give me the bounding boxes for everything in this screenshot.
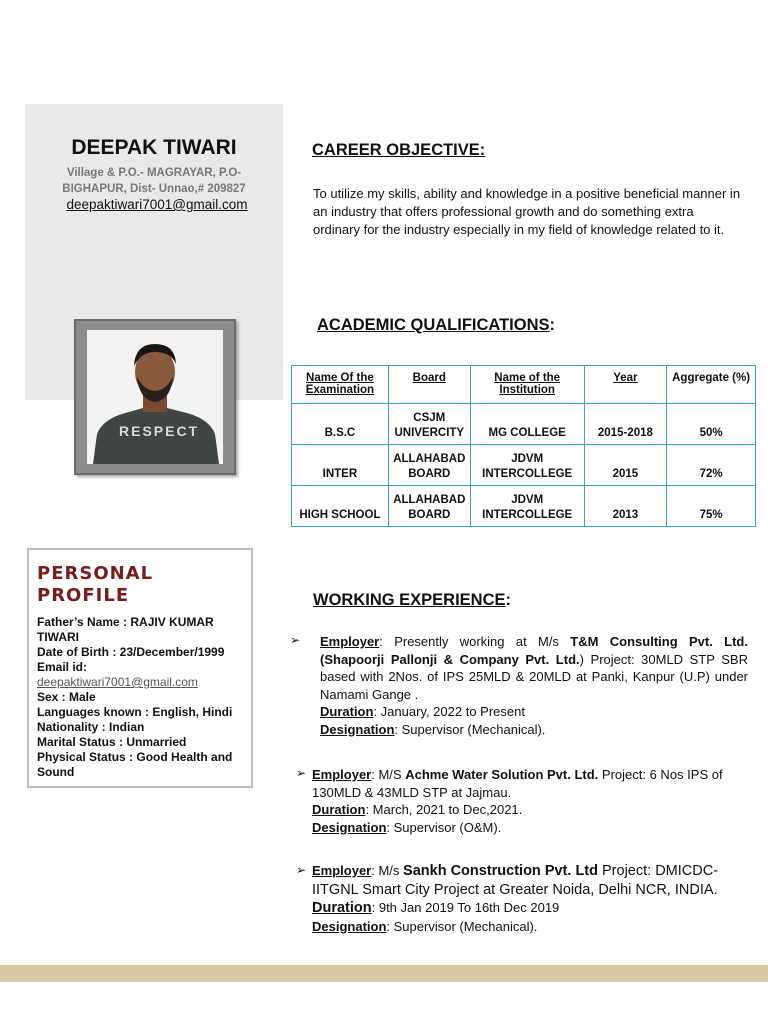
profile-photo-frame	[74, 319, 236, 475]
job-project: Project: 6 Nos IPS of 130MLD & 43MLD STP at Jajmau.	[312, 767, 723, 800]
career-objective-text: To utilize my skills, ability and knowledge in a positive beneficial manner in an industry that offers professional growth and do something extra ordinary for the industry especially in my field of knowledge related to it.	[313, 186, 741, 237]
column-header-institution: Name of the Institution	[470, 366, 584, 404]
personal-profile-title-line-2: PROFILE	[37, 585, 130, 606]
cell-institution: JDVM INTERCOLLEGE	[470, 445, 584, 486]
fathers-name: Father’s Name : RAJIV KUMAR TIWARI	[37, 615, 214, 644]
personal-profile-title-line-1: PERSONAL	[37, 563, 154, 584]
column-header-board: Board	[388, 366, 470, 404]
svg-text:RESPECT: RESPECT	[119, 423, 200, 439]
person-photo-icon	[87, 330, 223, 464]
nationality: Nationality : Indian	[37, 720, 145, 734]
cell-year: 2015	[584, 445, 667, 486]
column-header-examination: Name Of the Examination	[292, 366, 389, 404]
personal-profile-title	[37, 563, 237, 607]
duration-label: Duration	[312, 802, 366, 817]
cell-board: ALLAHABAD BOARD	[388, 486, 470, 527]
career-objective-heading-text: CAREER OBJECTIVE:	[312, 141, 486, 159]
academic-heading-colon: :	[549, 316, 556, 334]
personal-profile-details	[37, 615, 247, 780]
arrow-bullet-icon: ➢	[290, 633, 301, 647]
career-objective-heading	[312, 141, 485, 160]
work-experience-heading-text: WORKING EXPERIENCE	[313, 591, 506, 609]
job-duration: : 9th Jan 2019 To 16th Dec 2019	[371, 900, 560, 915]
duration-label: Duration	[312, 900, 372, 916]
job-pre: : M/s	[371, 863, 404, 878]
cell-year: 2013	[584, 486, 667, 527]
cell-board: CSJM UNIVERCITY	[388, 404, 470, 445]
arrow-bullet-icon: ➢	[296, 863, 307, 877]
cell-examination: B.S.C	[292, 404, 389, 445]
designation-label: Designation	[320, 721, 395, 737]
profile-email-link[interactable]: deepaktiwari7001@gmail.com	[37, 675, 198, 689]
job-project: Project: DMICDC-IITGNL Smart City Project at Greater Noida, Delhi NCR, INDIA.	[312, 863, 719, 898]
cell-examination: HIGH SCHOOL	[292, 486, 389, 527]
employer-label: Employer	[312, 863, 372, 878]
cell-year: 2015-2018	[584, 404, 667, 445]
marital-status: Marital Status : Unmarried	[37, 735, 187, 749]
cell-institution: JDVM INTERCOLLEGE	[470, 486, 584, 527]
designation-label: Designation	[312, 918, 387, 934]
column-header-year: Year	[584, 366, 667, 404]
header-email-link[interactable]: deepaktiwari7001@gmail.com	[66, 197, 248, 212]
address	[40, 165, 268, 197]
cell-aggregate: 75%	[667, 486, 756, 527]
employer-label: Employer	[320, 634, 380, 649]
cell-institution: MG COLLEGE	[470, 404, 584, 445]
cell-aggregate: 50%	[667, 404, 756, 445]
email-label: Email id:	[37, 660, 88, 674]
table-header-row	[292, 366, 756, 404]
job-company: Sankh Construction Pvt. Ltd	[403, 863, 598, 879]
employer-label: Employer	[312, 767, 372, 782]
address-line-2: BIGHAPUR, Dist- Unnao,# 209827	[62, 183, 246, 195]
job-duration: : January, 2022 to Present	[373, 704, 525, 719]
arrow-bullet-icon: ➢	[296, 766, 307, 780]
cell-examination: INTER	[292, 445, 389, 486]
work-experience-heading	[313, 591, 511, 610]
job-pre: : Presently working at M/s	[379, 634, 571, 649]
job-entry-3	[312, 862, 748, 935]
column-header-aggregate: Aggregate (%)	[667, 366, 756, 404]
table-row	[292, 445, 756, 486]
academic-table	[291, 365, 756, 527]
cell-aggregate: 72%	[667, 445, 756, 486]
duration-label: Duration	[320, 704, 374, 719]
job-entry-2	[312, 766, 748, 836]
job-entry-1	[320, 633, 748, 738]
candidate-name: DEEPAK TIWARI	[71, 136, 237, 159]
date-of-birth: Date of Birth : 23/December/1999	[37, 645, 225, 659]
designation-label: Designation	[312, 819, 387, 835]
job-project: ) Project: 30MLD STP SBR based with 2Nos. of IPS 25MLD & 20MLD at Panki, Kanpur (U.P) under Namami Gange .	[320, 651, 748, 702]
table-row	[292, 404, 756, 445]
job-duration: : March, 2021 to Dec,2021.	[365, 802, 523, 817]
job-company: T&M Consulting Pvt. Ltd. (Shapoorji Pallonji & Company Pvt. Ltd.	[320, 634, 748, 667]
job-designation: : Supervisor (Mechanical).	[386, 918, 538, 934]
footer-band	[0, 965, 768, 982]
academic-heading	[317, 316, 555, 335]
physical-status: Physical Status : Good Health and Sound	[37, 750, 233, 779]
table-row	[292, 486, 756, 527]
cell-board: ALLAHABAD BOARD	[388, 445, 470, 486]
address-line-1: Village & P.O.- MAGRAYAR, P.O-	[66, 167, 242, 179]
sex: Sex : Male	[37, 690, 96, 704]
profile-photo	[87, 330, 223, 464]
job-designation: : Supervisor (Mechanical).	[394, 721, 546, 737]
job-pre: : M/S	[371, 767, 406, 782]
work-experience-heading-colon: :	[505, 591, 512, 609]
job-designation: : Supervisor (O&M).	[386, 819, 502, 835]
languages-known: Languages known : English, Hindi	[37, 705, 233, 719]
job-company: Achme Water Solution Pvt. Ltd.	[405, 767, 599, 782]
academic-heading-text: ACADEMIC QUALIFICATIONS	[317, 316, 550, 334]
